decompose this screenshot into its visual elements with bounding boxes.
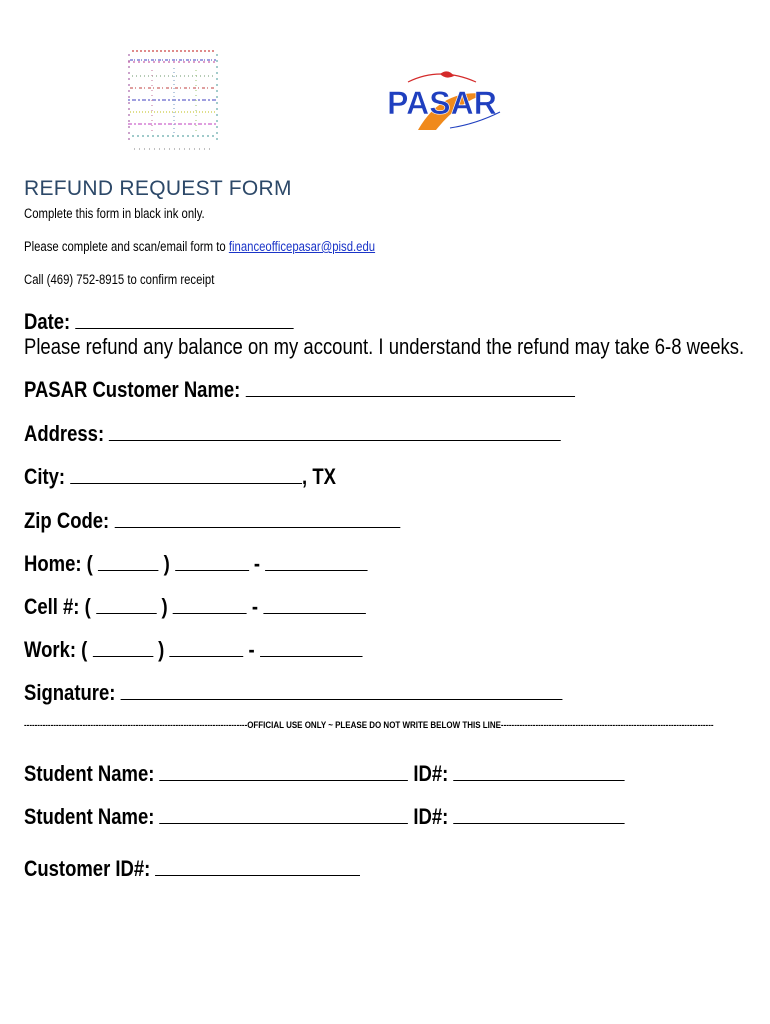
home-phone-label: Home: [24, 551, 82, 576]
customer-name-field [24, 376, 575, 403]
signature-input-line[interactable] [121, 679, 563, 700]
address-field [24, 420, 561, 447]
student-name-label: Student Name: [24, 804, 155, 829]
official-use-text: OFFICIAL USE ONLY ~ PLEASE DO NOT WRITE BELOW THIS LINE [247, 720, 501, 731]
student-id-input-line[interactable] [453, 760, 624, 781]
signature-field [24, 679, 562, 706]
city-label: City: [24, 464, 66, 489]
home-prefix-line[interactable] [175, 550, 249, 571]
cell-paren-open: ( [84, 594, 91, 619]
customer-id-label: Customer ID#: [24, 856, 151, 881]
city-field [24, 463, 336, 490]
official-use-separator [24, 720, 714, 731]
cell-line-number-line[interactable] [263, 593, 365, 614]
home-area-code-line[interactable] [98, 550, 158, 571]
signature-label: Signature: [24, 680, 116, 705]
student-name-input-line[interactable] [160, 803, 409, 824]
zip-field [24, 507, 400, 534]
cell-area-code-line[interactable] [96, 593, 156, 614]
work-line-number-line[interactable] [260, 636, 362, 657]
svg-text:PASAR: PASAR [387, 85, 497, 121]
work-area-code-line[interactable] [92, 636, 152, 657]
email-instruction-text: Please complete and scan/email form to [24, 239, 229, 254]
student-id-input-line[interactable] [453, 803, 624, 824]
scanned-seal-logo-icon [126, 48, 220, 152]
date-label: Date: [24, 309, 71, 334]
work-prefix-line[interactable] [169, 636, 243, 657]
cell-prefix-line[interactable] [173, 593, 247, 614]
home-paren-close: ) [163, 551, 170, 576]
ink-instruction: Complete this form in black ink only. [24, 206, 205, 221]
work-paren-close: ) [158, 637, 165, 662]
address-input-line[interactable] [109, 420, 561, 441]
cell-phone-label: Cell #: [24, 594, 80, 619]
work-paren-open: ( [81, 637, 88, 662]
student-name-input-line[interactable] [160, 760, 409, 781]
home-line-number-line[interactable] [265, 550, 367, 571]
email-instruction [24, 239, 375, 254]
work-phone-label: Work: [24, 637, 77, 662]
date-input-line[interactable] [75, 308, 293, 329]
customer-name-input-line[interactable] [245, 376, 574, 397]
cell-dash: - [251, 594, 259, 619]
state-suffix: , TX [302, 464, 336, 489]
form-title: REFUND REQUEST FORM [24, 177, 292, 200]
city-input-line[interactable] [70, 463, 302, 484]
address-label: Address: [24, 421, 105, 446]
student-name-field-1 [24, 760, 625, 787]
email-link[interactable]: financeofficepasar@pisd.edu [228, 239, 376, 254]
zip-label: Zip Code: [24, 508, 110, 533]
home-dash: - [253, 551, 261, 576]
separator-dashes-left: ------------------------------------------------------------------------------------ [24, 720, 248, 731]
cell-phone-field [24, 593, 366, 620]
customer-name-label: PASAR Customer Name: [24, 377, 241, 402]
work-dash: - [248, 637, 255, 662]
separator-dashes-right: -------------------------------------------------------------------------------- [500, 720, 714, 731]
student-name-label: Student Name: [24, 761, 155, 786]
date-field [24, 308, 294, 335]
customer-id-input-line[interactable] [155, 855, 360, 876]
work-phone-field [24, 636, 362, 663]
customer-id-field [24, 855, 360, 882]
cell-paren-close: ) [161, 594, 168, 619]
refund-statement: Please refund any balance on my account. I understand the refund may take 6-8 weeks. [24, 334, 745, 359]
pasar-logo-icon [380, 68, 504, 134]
student-id-label: ID#: [413, 804, 449, 829]
zip-input-line[interactable] [114, 507, 400, 528]
call-instruction: Call (469) 752-8915 to confirm receipt [24, 272, 215, 287]
home-phone-field [24, 550, 368, 577]
student-name-field-2 [24, 803, 625, 830]
student-id-label: ID#: [413, 761, 449, 786]
home-paren-open: ( [86, 551, 93, 576]
